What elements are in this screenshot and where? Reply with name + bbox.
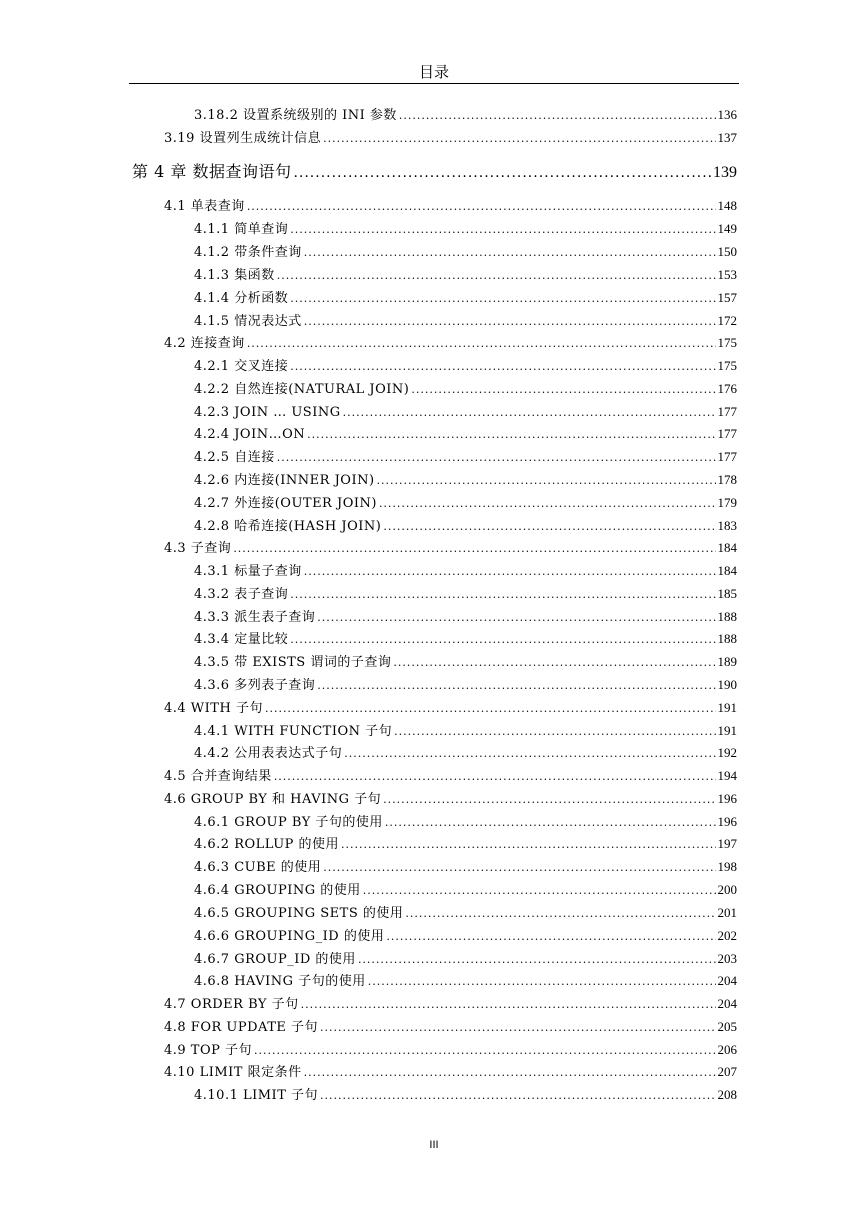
toc-entry[interactable]: [194, 425, 737, 443]
toc-entry-page: 191: [717, 700, 737, 715]
toc-entry[interactable]: [194, 220, 737, 238]
dot-leader: [385, 814, 716, 832]
dot-leader: [323, 859, 715, 877]
toc-entry-page: 175: [717, 358, 737, 373]
toc-entry[interactable]: [164, 767, 737, 785]
toc-entry[interactable]: [194, 858, 737, 876]
toc-entry-page: 204: [717, 973, 737, 988]
toc-entry-label: 4.7 ORDER BY 子句: [164, 997, 299, 1012]
toc-entry-page: 179: [717, 495, 737, 510]
dot-leader: [323, 130, 715, 148]
toc-entry[interactable]: [194, 312, 737, 330]
toc-entry-label: 4.2.6 内连接(INNER JOIN): [194, 473, 375, 488]
dot-leader: [290, 290, 715, 308]
dot-leader: [304, 244, 716, 262]
toc-entry-label: 4.3.3 派生表子查询: [194, 610, 316, 625]
toc-entry-label: 3.18.2 设置系统级别的 INI 参数: [194, 108, 397, 123]
dot-leader: [247, 198, 716, 216]
toc-entry-page: 184: [717, 563, 737, 578]
toc-entry[interactable]: [194, 243, 737, 261]
toc-entry[interactable]: [194, 266, 737, 284]
dot-leader: [405, 905, 715, 923]
dot-leader: [383, 518, 715, 536]
toc-entry-label: 4.10.1 LIMIT 子句: [194, 1088, 318, 1103]
dot-leader: [317, 609, 715, 627]
toc-entry-label: 4.6.1 GROUP BY 子句的使用: [194, 815, 383, 830]
toc-entry-label: 4.5 合并查询结果: [164, 769, 272, 784]
dot-leader: [320, 1019, 715, 1037]
toc-entry[interactable]: [194, 562, 737, 580]
dot-leader: [383, 791, 715, 809]
toc-entry-page: 185: [717, 586, 737, 601]
toc-entry[interactable]: [194, 904, 737, 922]
dot-leader: [379, 495, 716, 513]
dot-leader: [393, 654, 715, 672]
dot-leader: [304, 1064, 716, 1082]
dot-leader: [290, 631, 715, 649]
dot-leader: [290, 586, 715, 604]
toc-entry-label: 4.6.3 CUBE 的使用: [194, 860, 322, 875]
toc-entry[interactable]: [194, 813, 737, 831]
dot-leader: [304, 313, 716, 331]
dot-leader: [399, 107, 716, 125]
toc-entry-page: 208: [717, 1087, 737, 1102]
toc-entry-page: 153: [717, 267, 737, 282]
toc-entry[interactable]: [164, 1018, 737, 1036]
dot-leader: [386, 928, 715, 946]
toc-entry-label: 4.3.6 多列表子查询: [194, 678, 316, 693]
toc-entry-label: 4.3.2 表子查询: [194, 587, 289, 602]
dot-leader: [307, 426, 715, 444]
toc-entry[interactable]: [194, 630, 737, 648]
toc-entry-page: 183: [717, 518, 737, 533]
toc-entry-page: 203: [717, 951, 737, 966]
toc-entry-page: 204: [717, 996, 737, 1011]
toc-entry[interactable]: [194, 927, 737, 945]
toc-entry-page: 206: [717, 1042, 737, 1057]
toc-entry-label: 4.1.2 带条件查询: [194, 245, 302, 260]
dot-leader: [290, 358, 715, 376]
toc-entry[interactable]: [164, 1041, 737, 1059]
toc-entry-label: 4.4.1 WITH FUNCTION 子句: [194, 724, 393, 739]
toc-entry[interactable]: [194, 289, 737, 307]
toc-entry-label: 4.1.4 分析函数: [194, 291, 289, 306]
toc-entry[interactable]: [194, 676, 737, 694]
toc-entry-page: 177: [717, 426, 737, 441]
toc-entry-page: 207: [717, 1064, 737, 1079]
dot-leader: [377, 472, 716, 490]
toc-entry-page: 139: [713, 164, 737, 181]
toc-entry-label: 4.2.3 JOIN … USING: [194, 405, 341, 420]
toc-entry[interactable]: [164, 539, 737, 557]
dot-leader: [247, 335, 716, 353]
toc-entry[interactable]: [164, 197, 737, 215]
dot-leader: [274, 768, 716, 786]
toc-entry-label: 4.8 FOR UPDATE 子句: [164, 1020, 319, 1035]
dot-leader: [344, 745, 715, 763]
toc-entry-page: 191: [717, 723, 737, 738]
page-number: III: [429, 1139, 439, 1151]
toc-entry-label: 4.3 子查询: [164, 541, 232, 556]
dot-leader: [265, 700, 716, 718]
toc-entry-label: 4.2.4 JOIN…ON: [194, 427, 306, 442]
toc-entry-page: 149: [717, 221, 737, 236]
toc-entry-page: 196: [717, 814, 737, 829]
toc-entry[interactable]: [164, 995, 737, 1013]
toc-entry[interactable]: [164, 699, 737, 717]
dot-leader: [341, 836, 715, 854]
toc-entry-page: 176: [717, 381, 737, 396]
toc-entry-page: 202: [717, 928, 737, 943]
toc-entry[interactable]: [164, 790, 737, 808]
toc-entry-page: 175: [717, 335, 737, 350]
dot-leader: [277, 449, 716, 467]
toc-entry-page: 190: [717, 677, 737, 692]
dot-leader: [290, 221, 715, 239]
toc-entry-label: 4.4 WITH 子句: [164, 701, 263, 716]
toc-entry-page: 201: [717, 905, 737, 920]
toc-entry-label: 4.1.5 情况表达式: [194, 314, 302, 329]
toc-entry[interactable]: [194, 722, 737, 740]
toc-entry[interactable]: [194, 881, 737, 899]
toc-entry[interactable]: [194, 653, 737, 671]
dot-leader: [394, 723, 715, 741]
toc-entry-label: 4.6.2 ROLLUP 的使用: [194, 837, 340, 852]
dot-leader: [320, 1087, 716, 1105]
toc-entry-page: 172: [717, 313, 737, 328]
toc-entry[interactable]: [194, 950, 737, 968]
toc-entry-page: 188: [717, 631, 737, 646]
dot-leader: [358, 951, 716, 969]
toc-entry-page: 178: [717, 472, 737, 487]
dot-leader: [254, 1042, 715, 1060]
toc-entry-label: 4.6 GROUP BY 和 HAVING 子句: [164, 792, 382, 807]
toc-entry-label: 4.2.5 自连接: [194, 450, 275, 465]
dot-leader: [317, 677, 715, 695]
toc-entry[interactable]: [164, 129, 737, 147]
toc-entry-label: 4.6.5 GROUPING SETS 的使用: [194, 906, 404, 921]
toc-entry-page: 192: [717, 745, 737, 760]
toc-entry[interactable]: [194, 357, 737, 375]
toc-entry[interactable]: [194, 380, 737, 398]
toc-entry-label: 4.2.8 哈希连接(HASH JOIN): [194, 519, 382, 534]
toc-entry-page: 150: [717, 244, 737, 259]
toc-entry[interactable]: [164, 1063, 737, 1081]
toc-entry-page: 157: [717, 290, 737, 305]
toc-entry[interactable]: [194, 106, 737, 124]
dot-leader: [277, 267, 716, 285]
toc-entry-page: 200: [717, 882, 737, 897]
dot-leader: [301, 996, 716, 1014]
toc-entry[interactable]: [194, 744, 737, 762]
running-header-title: 目录: [418, 63, 449, 81]
toc-entry-page: 137: [717, 130, 737, 145]
toc-entry-label: 4.9 TOP 子句: [164, 1043, 253, 1058]
toc-entry-page: 188: [717, 609, 737, 624]
toc-entry-label: 4.3.5 带 EXISTS 谓词的子查询: [194, 655, 392, 670]
toc-entry-page: 148: [717, 198, 737, 213]
toc-entry[interactable]: [194, 448, 737, 466]
toc-entry-label: 4.10 LIMIT 限定条件: [164, 1065, 302, 1080]
toc-entry-page: 177: [717, 404, 737, 419]
toc-entry[interactable]: [164, 334, 737, 352]
dot-leader: [411, 381, 715, 399]
toc-entry-page: 136: [717, 107, 737, 122]
toc-entry-page: 194: [717, 768, 737, 783]
toc-entry[interactable]: [194, 517, 737, 535]
toc-entry-label: 第 4 章 数据查询语句: [132, 162, 292, 181]
toc-entry-page: 177: [717, 449, 737, 464]
toc-entry[interactable]: [194, 403, 737, 421]
toc-entry[interactable]: [194, 608, 737, 626]
toc-entry-label: 4.6.8 HAVING 子句的使用: [194, 974, 366, 989]
toc-entry-label: 4.3.4 定量比较: [194, 632, 289, 647]
toc-entry[interactable]: [194, 1086, 737, 1104]
toc-entry-label: 4.1.1 简单查询: [194, 222, 289, 237]
toc-entry-label: 4.4.2 公用表表达式子句: [194, 746, 343, 761]
toc-entry-label: 4.6.7 GROUP_ID 的使用: [194, 952, 356, 967]
toc-chapter-entry[interactable]: [132, 161, 737, 183]
toc-entry-page: 198: [717, 859, 737, 874]
toc-entry-page: 197: [717, 836, 737, 851]
toc-entry-label: 3.19 设置列生成统计信息: [164, 131, 322, 146]
dot-leader: [363, 882, 716, 900]
toc-entry-label: 4.6.6 GROUPING_ID 的使用: [194, 929, 385, 944]
toc-entry[interactable]: [194, 471, 737, 489]
toc-entry-label: 4.3.1 标量子查询: [194, 564, 302, 579]
dot-leader: [293, 161, 711, 184]
toc-entry-label: 4.2.2 自然连接(NATURAL JOIN): [194, 382, 410, 397]
toc-entry-page: 189: [717, 654, 737, 669]
toc-entry-page: 184: [717, 540, 737, 555]
toc-entry-label: 4.1.3 集函数: [194, 268, 275, 283]
toc-entry[interactable]: [194, 835, 737, 853]
toc-entry-label: 4.2.7 外连接(OUTER JOIN): [194, 496, 377, 511]
toc-entry-label: 4.6.4 GROUPING 的使用: [194, 883, 361, 898]
dot-leader: [368, 973, 716, 991]
dot-leader: [343, 404, 716, 422]
dot-leader: [304, 563, 716, 581]
dot-leader: [233, 540, 715, 558]
toc-entry-page: 205: [717, 1019, 737, 1034]
toc-entry-label: 4.2.1 交叉连接: [194, 359, 289, 374]
toc-entry-label: 4.2 连接查询: [164, 336, 245, 351]
toc-entry-page: 196: [717, 791, 737, 806]
toc-entry[interactable]: [194, 494, 737, 512]
toc-entry-label: 4.1 单表查询: [164, 199, 245, 214]
toc-entry[interactable]: [194, 972, 737, 990]
toc-entry[interactable]: [194, 585, 737, 603]
